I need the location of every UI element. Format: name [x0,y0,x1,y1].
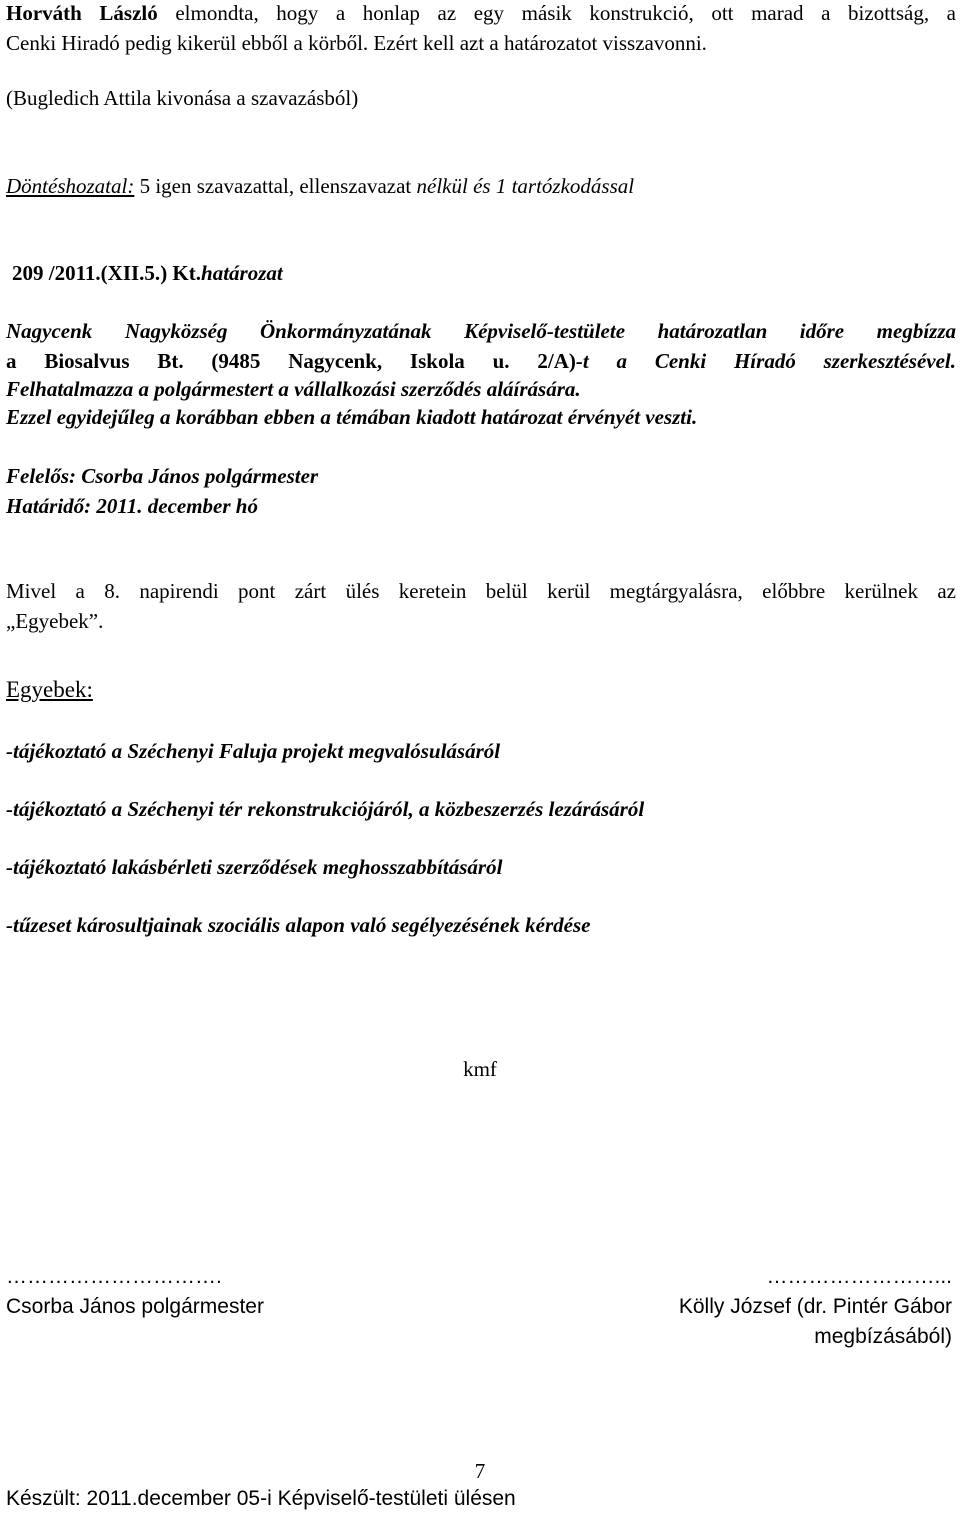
closing-kmf: kmf [463,1057,497,1081]
resolution-body [6,316,956,432]
abstention-note: (Bugledich Attila kivonása a szavazásból) [6,86,359,110]
deadline-line: Határidő: 2011. december hó [6,494,258,518]
resolution-number: 209 /2011.(XII.5.) Kt.határozat [12,261,283,285]
agenda-note [6,576,956,636]
signature-name-right-1: Kölly József (dr. Pintér Gábor [678,1295,952,1318]
other-item-2 [6,794,956,824]
other-item-4 [6,910,956,940]
resolution-line-3: Felhatalmazza a polgármestert a vállalkozási szerződés aláírására. [6,377,581,401]
intro-line-1: Horváth László elmondta, hogy a honlap az egy másik konstrukció, ott marad a bizottság, a [6,1,956,25]
decision-line: Döntéshozatal: 5 igen szavazattal, ellenszavazat nélkül és 1 tartózkodással [6,174,635,198]
signature-left [6,1262,316,1322]
intro-paragraph [6,0,956,58]
responsible-line: Felelős: Csorba János polgármester [6,464,319,488]
signature-right [622,1262,952,1352]
resolution-line-2: a Biosalvus Bt. (9485 Nagycenk, Iskola u. 2/A)-t a Cenki Híradó szerkesztésével. [6,349,957,373]
list-item: -tájékoztató lakásbérleti szerződések meghosszabbításáról [6,855,503,879]
other-section-heading: Egyebek: [6,677,93,702]
other-item-1 [6,736,956,766]
decision-label: Döntéshozatal: [6,174,135,198]
intro-line-2: Cenki Hiradó pedig kikerül ebből a körből. Ezért kell azt a határozatot visszavonni. [6,31,707,55]
resolution-line-1: Nagycenk Nagyközség Önkormányzatának Képviselő-testülete határozatlan időre megbízza [6,319,956,343]
list-item: -tűzeset károsultjainak szociális alapon való segélyezésének kérdése [6,913,591,937]
list-item: -tájékoztató a Széchenyi Faluja projekt megvalósulásáról [6,739,501,763]
signature-name-right-2: megbízásából) [814,1325,952,1348]
responsibility-block [6,461,956,521]
agenda-note-line-2: „Egyebek”. [6,609,104,633]
list-item: -tájékoztató a Széchenyi tér rekonstrukciójáról, a közbeszerzés lezárásáról [6,797,645,821]
footer-text: Készült: 2011.december 05-i Képviselő-testületi ülésen [6,1487,516,1510]
signature-dots-left: …………………………. [6,1265,222,1288]
speaker-name: Horváth László [6,1,158,25]
signature-name-left: Csorba János polgármester [6,1295,264,1318]
agenda-note-line-1: Mivel a 8. napirendi pont zárt ülés keretein belül kerül megtárgyalásra, előbbre kerülnek az [6,579,956,603]
signature-dots-right: ……………………... [766,1265,952,1288]
resolution-line-4: Ezzel egyidejűleg a korábban ebben a témában kiadott határozat érvényét veszti. [6,405,698,429]
page-number: 7 [474,1459,486,1483]
other-item-3 [6,852,956,882]
